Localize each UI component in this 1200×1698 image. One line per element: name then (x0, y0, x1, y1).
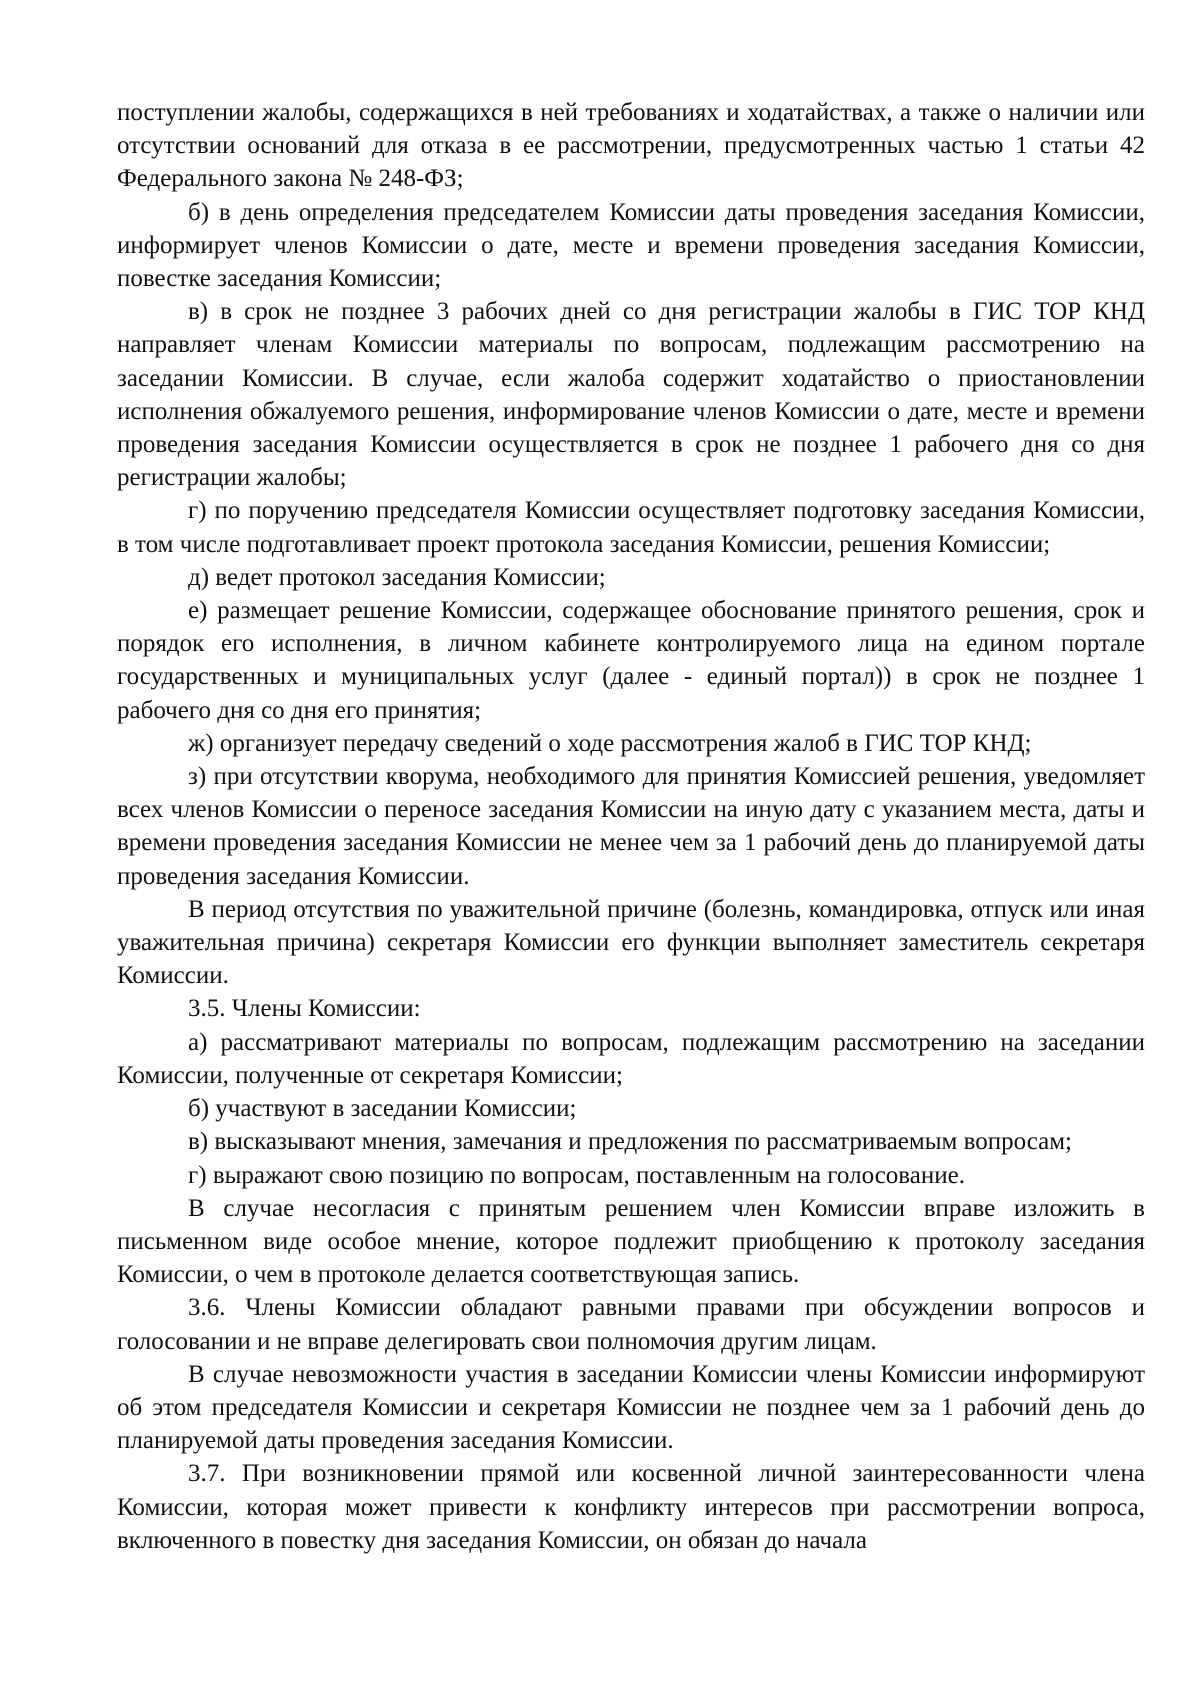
paragraph-section-3-5: 3.5. Члены Комиссии: (188, 995, 421, 1023)
paragraph-3-5-item-v: в) высказывают мнения, замечания и предложения по рассматриваемым вопросам; (188, 1128, 1072, 1156)
document-page (117, 96, 1145, 1557)
paragraph-item-e-publication: е) размещает решение Комиссии, содержащее обоснование принятого решения, срок и порядок его исполнения, в личном кабинете контролируемого лица на едином портале государственных и муниципальных услуг (далее - единый портал)) в срок не позднее 1 рабочего дня со дня его принятия; (117, 597, 1145, 724)
paragraph-item-v-materials: в) в срок не позднее 3 рабочих дней со дня регистрации жалобы в ГИС ТОР КНД направляет членам Комиссии материалы по вопросам, подлежащим рассмотрению на заседании Комиссии. В случае, если жалоба содержит ходатайство о приостановлении исполнения обжалуемого решения, информирование членов Комиссии о дате, месте и времени проведения заседания Комиссии осуществляется в срок не позднее 1 рабочего дня со дня регистрации жалобы; (117, 298, 1145, 492)
paragraph-3-5-item-g: г) выражают свою позицию по вопросам, поставленным на голосование. (188, 1161, 965, 1189)
paragraph-participation-impossible: В случае невозможности участия в заседании Комиссии члены Комиссии информируют об этом председателя Комиссии и секретаря Комиссии не позднее чем за 1 рабочий день до планируемой даты проведения заседания Комиссии. (117, 1360, 1145, 1455)
paragraph-section-3-6: 3.6. Члены Комиссии обладают равными правами при обсуждении вопросов и голосовании и не вправе делегировать свои полномочия другим лицам. (117, 1294, 1145, 1355)
paragraph-item-g-preparation: г) по поручению председателя Комиссии осуществляет подготовку заседания Комиссии, в том числе подготавливает проект протокола заседания Комиссии, решения Комиссии; (117, 497, 1145, 558)
paragraph-item-b-meeting-date: б) в день определения председателем Комиссии даты проведения заседания Комиссии, информирует членов Комиссии о дате, месте и времени проведения заседания Комиссии, повестке заседания Комиссии; (117, 198, 1145, 293)
paragraph-3-5-item-a: а) рассматривают материалы по вопросам, подлежащим рассмотрению на заседании Комиссии, полученные от секретаря Комиссии; (117, 1028, 1145, 1089)
paragraph-3-5-item-b: б) участвуют в заседании Комиссии; (188, 1095, 577, 1123)
paragraph-item-zh-transfer: ж) организует передачу сведений о ходе рассмотрения жалоб в ГИС ТОР КНД; (188, 729, 1032, 757)
paragraph-complaint-receipt: поступлении жалобы, содержащихся в ней требованиях и ходатайствах, а также о наличии или отсутствии оснований для отказа в ее рассмотрении, предусмотренных частью 1 статьи 42 Федерального закона № 248-ФЗ; (117, 99, 1145, 193)
paragraph-dissent: В случае несогласия с принятым решением член Комиссии вправе изложить в письменном виде особое мнение, которое подлежит приобщению к протоколу заседания Комиссии, о чем в протоколе делается соответствующая запись. (117, 1194, 1145, 1289)
paragraph-item-z-quorum: з) при отсутствии кворума, необходимого для принятия Комиссией решения, уведомляет всех членов Комиссии о переносе заседания Комиссии на иную дату с указанием места, даты и времени проведения заседания Комиссии не менее чем за 1 рабочий день до планируемой даты проведения заседания Комиссии. (117, 763, 1145, 890)
paragraph-item-d-protocol: д) ведет протокол заседания Комиссии; (188, 563, 606, 591)
paragraph-section-3-7: 3.7. При возникновении прямой или косвенной личной заинтересованности члена Комиссии, которая может привести к конфликту интересов при рассмотрении вопроса, включенного в повестку дня заседания Комиссии, он обязан до начала (117, 1460, 1145, 1554)
paragraph-secretary-absence: В период отсутствия по уважительной причине (болезнь, командировка, отпуск или иная уважительная причина) секретаря Комиссии его функции выполняет заместитель секретаря Комиссии. (117, 895, 1145, 990)
